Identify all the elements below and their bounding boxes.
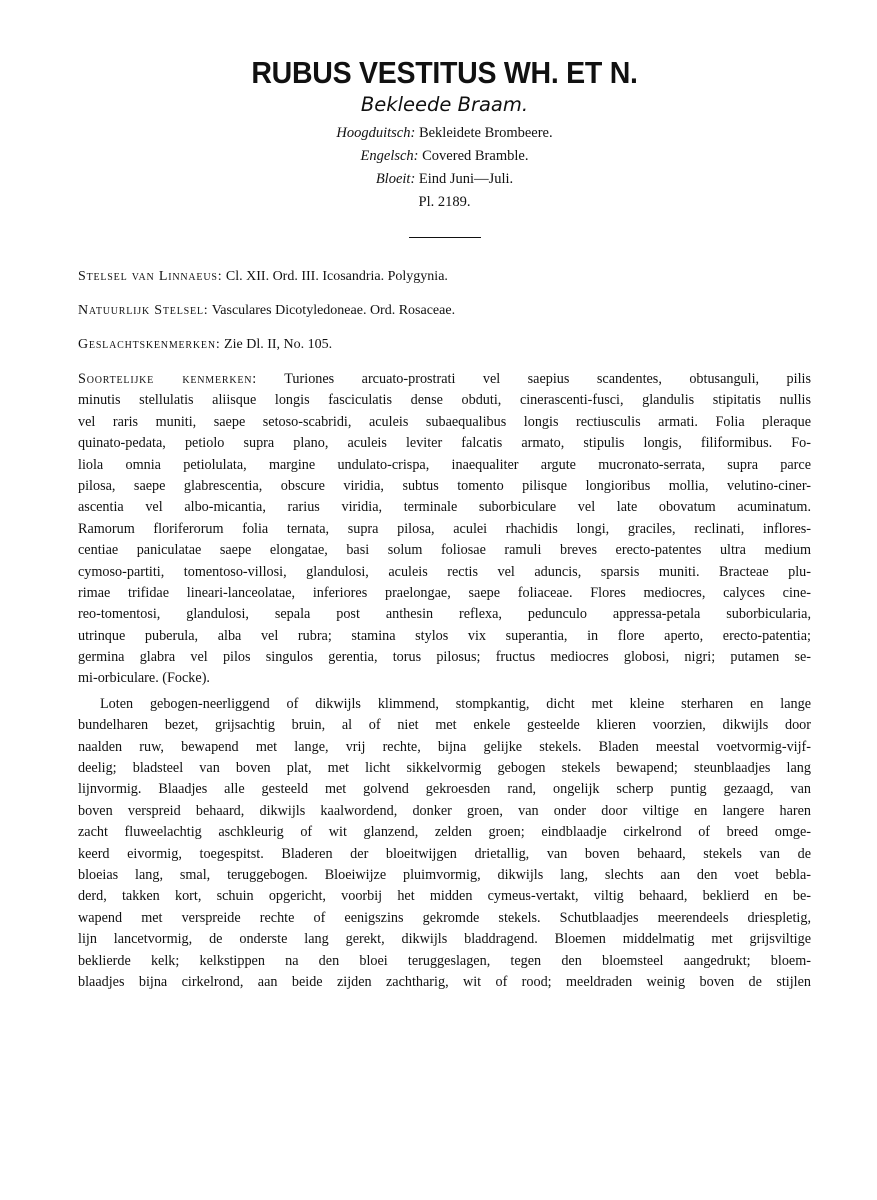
dutch-line: lijn lancetvormig, de onderste lang gerekt, dikwijls bladdragend. Bloemen middelmatig met grijsviltige (78, 931, 811, 948)
genus-characteristics (78, 335, 811, 355)
dutch-line: keerd eivormig, toegespitst. Bladeren der bloeitwijgen drietallig, van boven behaard, stekels van de (78, 845, 811, 862)
dutch-line: deelig; bladsteel van boven plat, met licht sikkelvormig gebogen stekels bewapend; steunblaadjes lang (78, 760, 811, 777)
latin-line: Ramorum floriferorum folia ternata, supra pilosa, aculei rhachidis longi, graciles, reclinati, inflores- (78, 520, 811, 537)
document-page (78, 54, 811, 993)
common-names-block (78, 122, 811, 214)
dutch-line: bundelharen bezet, grijsachtig bruin, al of niet met enkele gesteelde klieren voorzien, dikwijls door (78, 717, 811, 734)
latin-line: vel raris muniti, saepe setoso-scabridi, aculeis subaequalibus longis rectiusculis armati. Folia pleraque (78, 413, 811, 430)
species-characteristics-label: Soortelijke kenmerken: (78, 371, 258, 387)
dutch-line: boven verspreid behaard, dikwijls kaalwordend, donker groen, van onder door viltige en langere haren (78, 802, 811, 819)
latin-line: rimae trifidae lineari-lanceolatae, inferiores praelongae, saepe foliaceae. Flores mediocres, calyces cine- (78, 584, 811, 601)
dutch-line: beklierde kelk; kelkstippen na den bloei teruggeslagen, tegen den bloemsteel aangedrukt; bloem- (78, 952, 811, 969)
natural-system (78, 301, 811, 321)
separator-rule (409, 237, 481, 238)
dutch-name: Bekleede Braam. (360, 93, 529, 116)
latin-line: centiae paniculatae saepe elongatae, basi solum foliosae ramuli breves erecto-patentes ultra medium (78, 542, 811, 559)
dutch-line: wapend met verspreide rechte of eenigszins gekromde stekels. Schutblaadjes meerendeels driespletig, (78, 909, 811, 926)
latin-line: quinato-pedata, petiolo supra plano, aculeis leviter falcatis armato, stipulis longis, filiformibus. Fo- (78, 435, 811, 452)
dutch-line: blaadjes bijna cirkelrond, aan beide zijden zachtharig, wit of rood; meeldraden weinig boven de stijlen (78, 973, 811, 990)
bloom-label: Bloeit: (375, 171, 416, 187)
latin-line: utrinque puberula, alba vel rubra; stamina stylos vix superantia, in flore aperto, erecto-patentia; (78, 627, 811, 644)
bloom-line (78, 168, 811, 191)
latin-line: pilosa, saepe glabrescentia, obscure viridia, subtus tomento pilisque longioribus mollia, velutino-ciner- (78, 477, 811, 494)
german-value: Bekleidete Brombeere. (418, 125, 553, 141)
latin-line: germina glabra vel pilos singulos gerentia, torus pilosus; fructus mediocres globosi, nigri; putamen se- (78, 649, 811, 666)
genus-value: Zie Dl. II, No. 105. (224, 337, 333, 352)
dutch-line: lijnvormig. Blaadjes alle gesteeld met golvend gekroesden rand, ongelijk scherp puntig gezaagd, van (78, 781, 811, 798)
dutch-line: naalden ruw, bewapend met lange, vrij rechte, bijna gelijke stekels. Bladen meestal voetvormig-vijf- (78, 738, 811, 755)
linnaeus-system (78, 267, 811, 287)
dutch-line: bloeias lang, smal, teruggebogen. Bloeiwijze pluimvormig, dikwijls lang, slechts aan den voet bebla- (78, 866, 811, 883)
species-title: RUBUS VESTITUS WH. ET N. (251, 55, 638, 90)
dutch-description (78, 694, 811, 993)
latin-line: liola omnia petiolulata, margine undulato-crispa, inaequaliter argute mucronato-serrata, supra parce (78, 456, 811, 473)
genus-label: Geslachtskenmerken: (78, 337, 221, 352)
bloom-value: Eind Juni—Juli. (418, 171, 514, 187)
german-name-line (78, 122, 811, 145)
german-label: Hoogduitsch: (336, 125, 416, 141)
english-label: Engelsch: (360, 148, 419, 164)
latin-line: reo-tomentosi, glandulosi, sepala post anthesin reflexa, pedunculo appressa-petala suborbicularia, (78, 606, 811, 623)
english-value: Covered Bramble. (422, 148, 529, 164)
natural-label: Natuurlijk Stelsel: (78, 303, 209, 318)
dutch-line: Loten gebogen-neerliggend of dikwijls klimmend, stompkantig, dicht met kleine sterharen en lange (100, 695, 811, 712)
linnaeus-value: Cl. XII. Ord. III. Icosandria. Polygynia. (225, 269, 448, 284)
natural-value: Vasculares Dicotyledoneae. Ord. Rosaceae. (211, 303, 456, 318)
plate-number: Pl. 2189. (418, 194, 471, 210)
latin-line: mi-orbiculare. (Focke). (78, 670, 210, 687)
latin-line: ascentia vel albo-micantia, rarius viridia, terminale suborbiculare vel late obovatum acuminatum. (78, 499, 811, 516)
dutch-line: derd, takken kort, schuin opgericht, voorbij het midden cymeus-vertakt, viltig behaard, beklierd en be- (78, 888, 811, 905)
latin-line: cymoso-partiti, tomentoso-villosi, glandulosi, aculeis rectis vel aduncis, sparsis muniti. Bracteae plu- (78, 563, 811, 580)
latin-description (78, 369, 811, 690)
latin-line: Soortelijke kenmerken: Turiones arcuato-prostrati vel saepius scandentes, obtusanguli, pilis (78, 371, 811, 387)
dutch-line: zacht fluweelachtig aschkleurig of wit glanzend, zelden groen; eindblaadje cirkelrond of breed omge- (78, 824, 811, 841)
english-name-line (78, 145, 811, 168)
linnaeus-label: Stelsel van Linnaeus: (78, 269, 223, 284)
latin-line: minutis stellulatis aliisque longis fasciculatis dense obduti, cinerascenti-fusci, glandulis stipitatis nullis (78, 392, 811, 409)
